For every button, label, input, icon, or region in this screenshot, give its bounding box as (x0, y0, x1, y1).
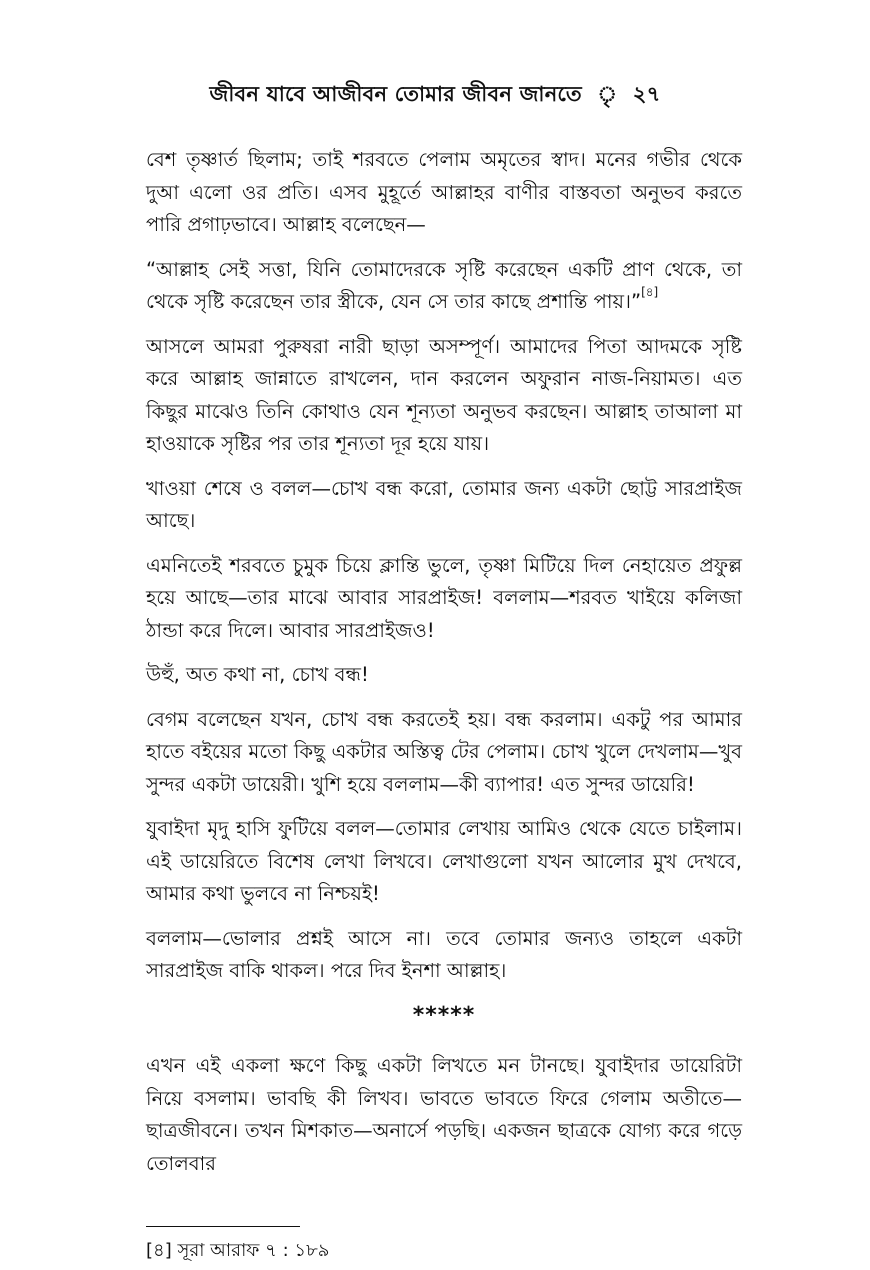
paragraph: যুবাইদা মৃদু হাসি ফুটিয়ে বলল—তোমার লেখায় আমিও থেকে যেতে চাইলাম। এই ডায়েরিতে বিশেষ লেখা লিখবে। লেখাগুলো যখন আলোর মুখ দেখবে, আমার কথা ভুলবে না নিশ্চয়ই! (146, 817, 742, 905)
paragraph: উহুঁ, অত কথা না, চোখ বন্ধ! (146, 663, 369, 686)
paragraph: আসলে আমরা পুরুষরা নারী ছাড়া অসম্পূর্ণ। আমাদের পিতা আদমকে সৃষ্টি করে আল্লাহ জান্নাতে রাখলেন, দান করলেন অফুরান নাজ-নিয়ামত। এত কিছুর মাঝেও তিনি কোথাও যেন শূন্যতা অনুভব করছেন। আল্লাহ তাআলা মা হাওয়াকে সৃষ্টির পর তার শূন্যতা দূর হয়ে যায়। (146, 334, 742, 455)
page-number: ২৭ (632, 82, 661, 106)
quote-text: “আল্লাহ সেই সত্তা, যিনি তোমাদেরকে সৃষ্টি করেছেন একটি প্রাণ থেকে, তা থেকে সৃষ্টি করেছেন তার স্ত্রীকে, যেন সে তার কাছে প্রশান্তি পায়।” (146, 257, 742, 313)
header-separator: ৃ (597, 82, 618, 106)
header-title: জীবন যাবে আজীবন তোমার জীবন জানতে (209, 82, 582, 106)
paragraph: এমনিতেই শরবতে চুমুক চিয়ে ক্লান্তি ভুলে, তৃষ্ণা মিটিয়ে দিল নেহায়েত প্রফুল্ল হয়ে আছে—তার মাঝে আবার সারপ্রাইজ! বললাম—শরবত খাইয়ে কলিজা ঠান্ডা করে দিলে। আবার সারপ্রাইজও! (146, 553, 742, 642)
paragraph: এখন এই একলা ক্ষণে কিছু একটা লিখতে মন টানছে। যুবাইদার ডায়েরিটা নিয়ে বসলাম। ভাবছি কী লিখব। ভাবতে ভাবতে ফিরে গেলাম অতীতে—ছাত্রজীবনে। তখন মিশকাত—অনার্সে পড়ছি। একজন ছাত্রকে যোগ্য করে গড়ে তোলবার (146, 1054, 742, 1175)
footnote-rule (146, 1226, 300, 1227)
quote-paragraph (146, 254, 742, 319)
body-text (146, 144, 742, 1192)
paragraph: বেশ তৃষ্ণার্ত ছিলাম; তাই শরবতে পেলাম অমৃতের স্বাদ। মনের গভীর থেকে দুআ এলো ওর প্রতি। এসব মুহূর্তে আল্লাহর বাণীর বাস্তবতা অনুভব করতে পারি প্রগাঢ়ভাবে। আল্লাহ বলেছেন— (146, 148, 742, 236)
paragraph: বেগম বলেছেন যখন, চোখ বন্ধ করতেই হয়। বন্ধ করলাম। একটু পর আমার হাতে বইয়ের মতো কিছু একটার অস্তিত্ব টের পেলাম। চোখ খুলে দেখলাম—খুব সুন্দর একটা ডায়েরী। খুশি হয়ে বললাম—কী ব্যাপার! এত সুন্দর ডায়েরি! (146, 707, 742, 796)
footnote: [৪] সূরা আরাফ ৭ : ১৮৯ (146, 1240, 330, 1261)
footnote-reference: [৪] (641, 285, 659, 299)
section-divider: ***** (412, 1002, 476, 1028)
paragraph: খাওয়া শেষে ও বলল—চোখ বন্ধ করো, তোমার জন্য একটা ছোট্ট সারপ্রাইজ আছে। (146, 476, 742, 532)
running-header (0, 78, 870, 113)
paragraph: বললাম—ভোলার প্রশ্নই আসে না। তবে তোমার জন্যও তাহলে একটা সারপ্রাইজ বাকি থাকল। পরে দিব ইনশা আল্লাহ। (146, 926, 742, 982)
